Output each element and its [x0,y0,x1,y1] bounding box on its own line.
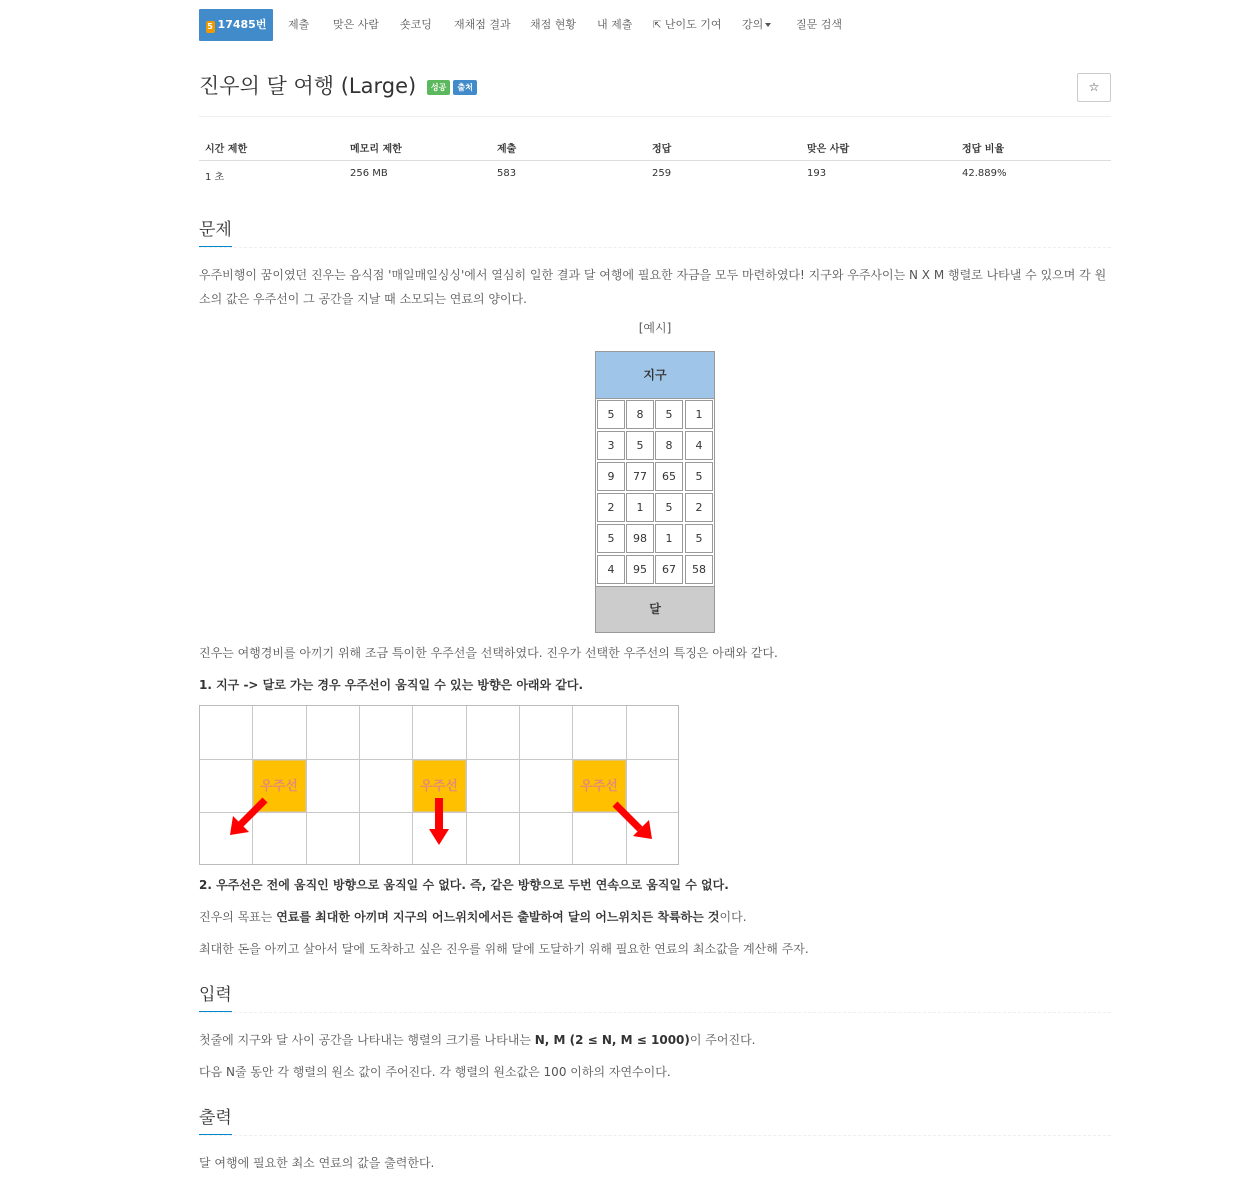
header-accept-ratio: 정답 비율 [962,144,1005,155]
rule-2 [199,873,1111,897]
grid-cell: 1 [655,524,683,553]
problem-section-header [199,215,1111,248]
grid-earth-label: 지구 [596,352,714,399]
grid-cell: 95 [626,555,654,584]
problem-nav [199,9,1111,41]
header-submissions: 제출 [497,144,517,155]
grid-cell: 4 [597,555,625,584]
title-divider [199,116,1111,117]
nav-difficulty-label: 난이도 기여 [664,18,722,31]
value-time-limit: 1 초 [205,172,225,183]
nav-rejudge-results[interactable]: 재채점 결과 [454,18,511,31]
grid-cell: 2 [685,493,713,522]
grid-cell: 5 [597,400,625,429]
input-line-1 [199,1028,1111,1052]
grid-cell: 9 [597,462,625,491]
grid-cell: 5 [685,462,713,491]
value-solvers: 193 [807,168,827,179]
arrow-down-right-icon [615,804,652,839]
grid-cell: 5 [655,493,683,522]
output-heading: 출력 [199,1103,232,1135]
problem-heading: 문제 [199,215,232,247]
source-label[interactable]: 출처 [453,80,476,95]
header-solvers: 맞은 사람 [807,144,850,155]
goal-text [199,905,1111,929]
value-memory-limit: 256 MB [350,168,388,179]
rule-1-text: 1. 지구 -> 달로 가는 경우 우주선이 움직일 수 있는 방향은 아래와 같다. [199,678,584,692]
grid-cell: 5 [685,524,713,553]
nav-lectures-dropdown[interactable] [742,9,771,41]
value-submissions: 583 [497,168,517,179]
ship-label-3: 우주선 [580,779,618,794]
success-label: 성공 [427,80,450,95]
grid-cell: 5 [626,431,654,460]
nav-lectures-label: 강의 [742,18,764,31]
directions-svg [200,706,678,864]
nav-problem-tab[interactable] [199,9,273,41]
grid-cell: 98 [626,524,654,553]
nav-problem-label: 17485번 [217,18,267,31]
nav-short-coding[interactable]: 숏코딩 [400,18,432,31]
example-caption: [예시] [638,321,672,335]
input-section-header [199,980,1111,1013]
grid-cell: 5 [597,524,625,553]
goal-suffix: 이다. [719,910,747,924]
grid-cell: 5 [655,400,683,429]
grid-cell: 1 [685,400,713,429]
header-accepted: 정답 [652,144,672,155]
input-line-2: 다음 N줄 동안 각 행렬의 원소 값이 주어진다. 각 행렬의 원소값은 100 이하의 자연수이다. [199,1065,671,1079]
problem-title: 진우의 달 여행 (Large) [199,74,417,98]
nav-question-search[interactable]: 질문 검색 [796,18,843,31]
grid-cell: 2 [597,493,625,522]
input-l1-bold: N, M (2 ≤ N, M ≤ 1000) [534,1033,690,1047]
favorite-star-button[interactable] [1077,73,1111,102]
goal-prefix: 진우의 목표는 [199,910,277,924]
problem-description: 우주비행이 꿈이였던 진우는 음식점 '매일매일싱싱'에서 열심히 일한 결과 달 여행에 필요한 자금을 모두 마련하였다! 지구와 우주사이는 N X M 행렬로 나타낼 수 있으며 각 원소의 값은 우주선이 그 공간을 지날 때 소모되는 연료의 양이다. [199,268,1107,306]
nav-accepted-users[interactable]: 맞은 사람 [333,18,380,31]
nav-submit[interactable]: 제출 [288,18,310,31]
nav-my-submissions[interactable]: 내 제출 [597,18,633,31]
header-time-limit: 시간 제한 [205,144,248,155]
nav-difficulty-contribution[interactable] [653,9,722,41]
info-data-row [199,164,1111,188]
external-link-icon: ⇱ [653,20,662,31]
grid-cell: 1 [626,493,654,522]
problem-info-table [199,136,1111,185]
ship-selection-text: 진우는 여행경비를 아끼기 위해 조금 특이한 우주선을 선택하였다. 진우가 선택한 우주선의 특징은 아래와 같다. [199,646,778,660]
grid-cell: 8 [626,400,654,429]
movement-directions-image [199,705,679,865]
output-line-1: 달 여행에 필요한 최소 연료의 값을 출력한다. [199,1156,435,1170]
grid-cell: 65 [655,462,683,491]
ship-label-2: 우주선 [420,779,458,794]
grid-moon-label: 달 [596,586,714,632]
info-header-row [199,136,1111,161]
example-grid [595,351,715,633]
star-icon: ☆ [1088,80,1100,94]
tier-badge-icon: 5 [207,22,213,31]
grid-cell: 58 [685,555,713,584]
grid-cell: 8 [655,431,683,460]
grid-cell: 3 [597,431,625,460]
goal-bold: 연료를 최대한 아끼며 지구의 어느위치에서든 출발하여 달의 어느위치든 착륙하는 것 [276,910,720,924]
nav-judge-status[interactable]: 채점 현황 [530,18,577,31]
arrow-down-left-icon [230,800,265,835]
ship-label-1: 우주선 [260,779,298,794]
value-accept-ratio: 42.889% [962,168,1007,179]
input-heading: 입력 [199,980,232,1012]
input-l1-prefix: 첫줄에 지구와 달 사이 공간을 나타내는 행렬의 크기를 나타내는 [199,1033,535,1047]
value-accepted: 259 [652,168,672,179]
grid-cell: 4 [685,431,713,460]
output-section-header [199,1103,1111,1136]
rule-1 [199,673,1111,697]
input-l1-suffix: 이 주어진다. [689,1033,756,1047]
grid-cell: 77 [626,462,654,491]
task-text: 최대한 돈을 아끼고 살아서 달에 도착하고 싶은 진우를 위해 달에 도달하기 위해 필요한 연료의 최소값을 계산해 주자. [199,942,809,956]
caret-down-icon [765,23,771,27]
page-title [199,70,477,100]
header-memory-limit: 메모리 제한 [350,144,402,155]
grid-cell: 67 [655,555,683,584]
rule-2-text: 2. 우주선은 전에 움직인 방향으로 움직일 수 없다. 즉, 같은 방향으로 두번 연속으로 움직일 수 없다. [199,878,729,892]
